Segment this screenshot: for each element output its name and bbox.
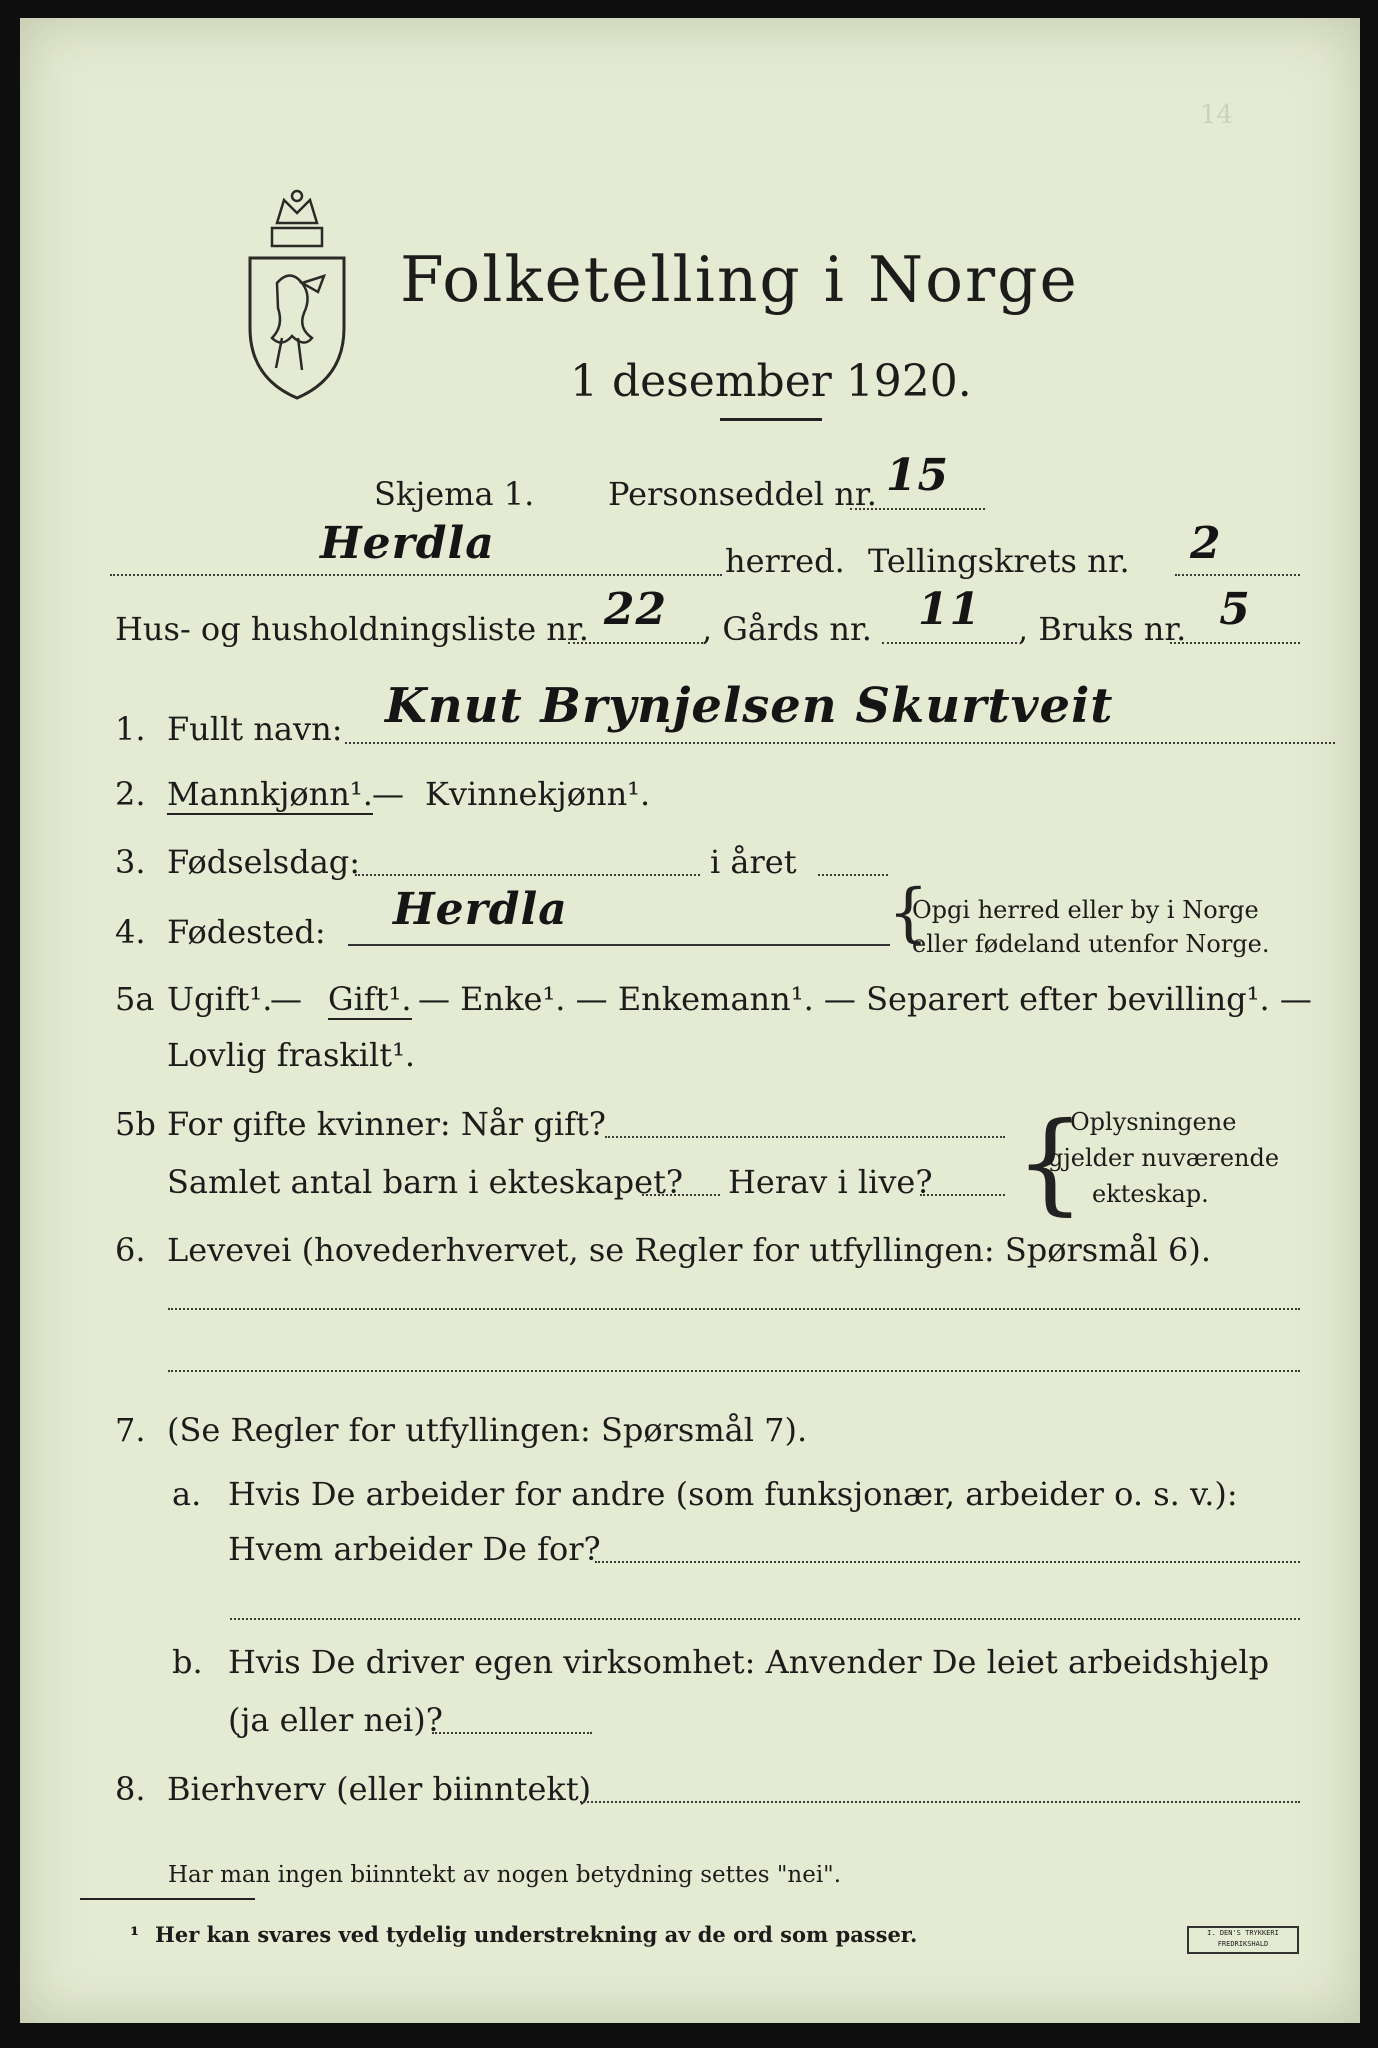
q6-number: 6. xyxy=(115,1231,146,1269)
personseddel-field[interactable]: 15 xyxy=(850,450,985,510)
printer-stamp xyxy=(1187,1926,1299,1954)
footnote-rule xyxy=(80,1898,255,1900)
gards-label: , Gårds nr. xyxy=(702,610,872,648)
title-divider xyxy=(720,418,822,421)
birthplace-field[interactable]: Herdla xyxy=(348,884,890,946)
q3-number: 3. xyxy=(115,843,146,881)
tellingskrets-label: Tellingskrets nr. xyxy=(868,542,1130,580)
side-income-field[interactable] xyxy=(580,1801,1300,1803)
hus-label: Hus- og husholdningsliste nr. xyxy=(115,610,589,648)
birthplace-note-1: Opgi herred eller by i Norge xyxy=(912,896,1259,924)
side-income-note: Har man ingen biinntekt av nogen betydning settes "nei". xyxy=(168,1862,842,1888)
q5a-number: 5a xyxy=(115,980,155,1018)
children-alive-label: Herav i live? xyxy=(728,1163,933,1201)
hired-help-field[interactable] xyxy=(432,1732,592,1734)
footnote-marker: ¹ xyxy=(130,1922,140,1947)
census-date: 1 desember 1920. xyxy=(570,356,972,407)
q7a-text: Hvis De arbeider for andre (som funksjonær, arbeider o. s. v.): xyxy=(228,1475,1238,1513)
q7b-text: Hvis De driver egen virksomhet: Anvender De leiet arbeidshjelp xyxy=(228,1643,1270,1681)
hus-field[interactable]: 22 xyxy=(568,584,703,644)
coat-of-arms-icon xyxy=(232,188,362,408)
skjema-label: Skjema 1. xyxy=(374,475,535,513)
q4-number: 4. xyxy=(115,913,146,951)
q6-label: Levevei (hovederhvervet, se Regler for utfyllingen: Spørsmål 6). xyxy=(167,1231,1212,1269)
birth-year-field[interactable] xyxy=(818,874,888,876)
marital-divorced-option[interactable]: Lovlig fraskilt¹. xyxy=(167,1036,416,1074)
q8-number: 8. xyxy=(115,1770,146,1808)
personseddel-label: Personseddel nr. xyxy=(608,475,877,513)
gender-male-option[interactable]: Mannkjønn¹. xyxy=(167,775,373,813)
q7b-letter: b. xyxy=(172,1643,203,1681)
birth-year-label: i året xyxy=(710,843,797,881)
children-total-field[interactable] xyxy=(642,1194,720,1196)
q2-number: 2. xyxy=(115,775,146,813)
q3-label: Fødselsdag: xyxy=(167,843,361,881)
bruks-label: , Bruks nr. xyxy=(1018,610,1187,648)
q1-number: 1. xyxy=(115,710,146,748)
marital-gift-option[interactable]: Gift¹. xyxy=(328,980,412,1018)
q8-label: Bierhverv (eller biinntekt) xyxy=(167,1770,592,1808)
bruks-field[interactable]: 5 xyxy=(1170,584,1300,644)
gender-separator: — xyxy=(372,775,404,813)
tellingskrets-field[interactable]: 2 xyxy=(1175,518,1300,576)
q7a-letter: a. xyxy=(172,1475,202,1513)
birthday-field[interactable] xyxy=(355,874,700,876)
q7-label: (Se Regler for utfyllingen: Spørsmål 7). xyxy=(167,1411,808,1449)
q5b-number: 5b xyxy=(115,1105,156,1143)
gards-field[interactable]: 11 xyxy=(882,584,1017,644)
employer-field-2[interactable] xyxy=(230,1618,1300,1620)
census-form-page xyxy=(20,18,1360,2023)
employer-field[interactable] xyxy=(595,1561,1300,1563)
printer-stamp-line-1: I. DEN'S TRYKKERI xyxy=(1207,1929,1279,1937)
gender-female-option[interactable]: Kvinnekjønn¹. xyxy=(425,775,651,813)
birthplace-note-2: eller fødeland utenfor Norge. xyxy=(912,930,1270,958)
q1-label: Fullt navn: xyxy=(167,710,343,748)
marital-dash: — xyxy=(270,980,302,1018)
occupation-field-1[interactable] xyxy=(168,1308,1300,1310)
marriage-note-3: ekteskap. xyxy=(1092,1180,1209,1208)
q7b-yes-no-label: (ja eller nei)? xyxy=(228,1701,443,1739)
herred-field[interactable]: Herdla xyxy=(110,518,722,576)
occupation-field-2[interactable] xyxy=(168,1370,1300,1372)
full-name-field[interactable]: Knut Brynjelsen Skurtveit xyxy=(345,678,1335,744)
marriage-note-1: Oplysningene xyxy=(1070,1108,1237,1136)
marital-other-options[interactable]: — Enke¹. — Enkemann¹. — Separert efter bevilling¹. — xyxy=(418,980,1312,1018)
q7-number: 7. xyxy=(115,1411,146,1449)
footnote-text: Her kan svares ved tydelig understrekning av de ord som passer. xyxy=(155,1922,918,1947)
married-when-field[interactable] xyxy=(605,1136,1005,1138)
birthplace-brace: { xyxy=(888,876,929,950)
printer-stamp-line-2: FREDRIKSHALD xyxy=(1217,1940,1269,1948)
married-when-label: For gifte kvinner: Når gift? xyxy=(167,1105,606,1143)
bleed-through-text: 14 xyxy=(1200,100,1234,130)
marriage-brace: { xyxy=(1015,1098,1085,1226)
form-title: Folketelling i Norge xyxy=(400,243,1079,316)
children-total-label: Samlet antal barn i ekteskapet? xyxy=(167,1163,684,1201)
marriage-note-2: gjelder nuværende xyxy=(1048,1144,1280,1172)
herred-label: herred. xyxy=(725,542,845,580)
children-alive-field[interactable] xyxy=(920,1194,1005,1196)
q4-label: Fødested: xyxy=(167,913,326,951)
marital-ugift-option[interactable]: Ugift¹. xyxy=(167,980,273,1018)
q7a-employer-label: Hvem arbeider De for? xyxy=(228,1530,601,1568)
